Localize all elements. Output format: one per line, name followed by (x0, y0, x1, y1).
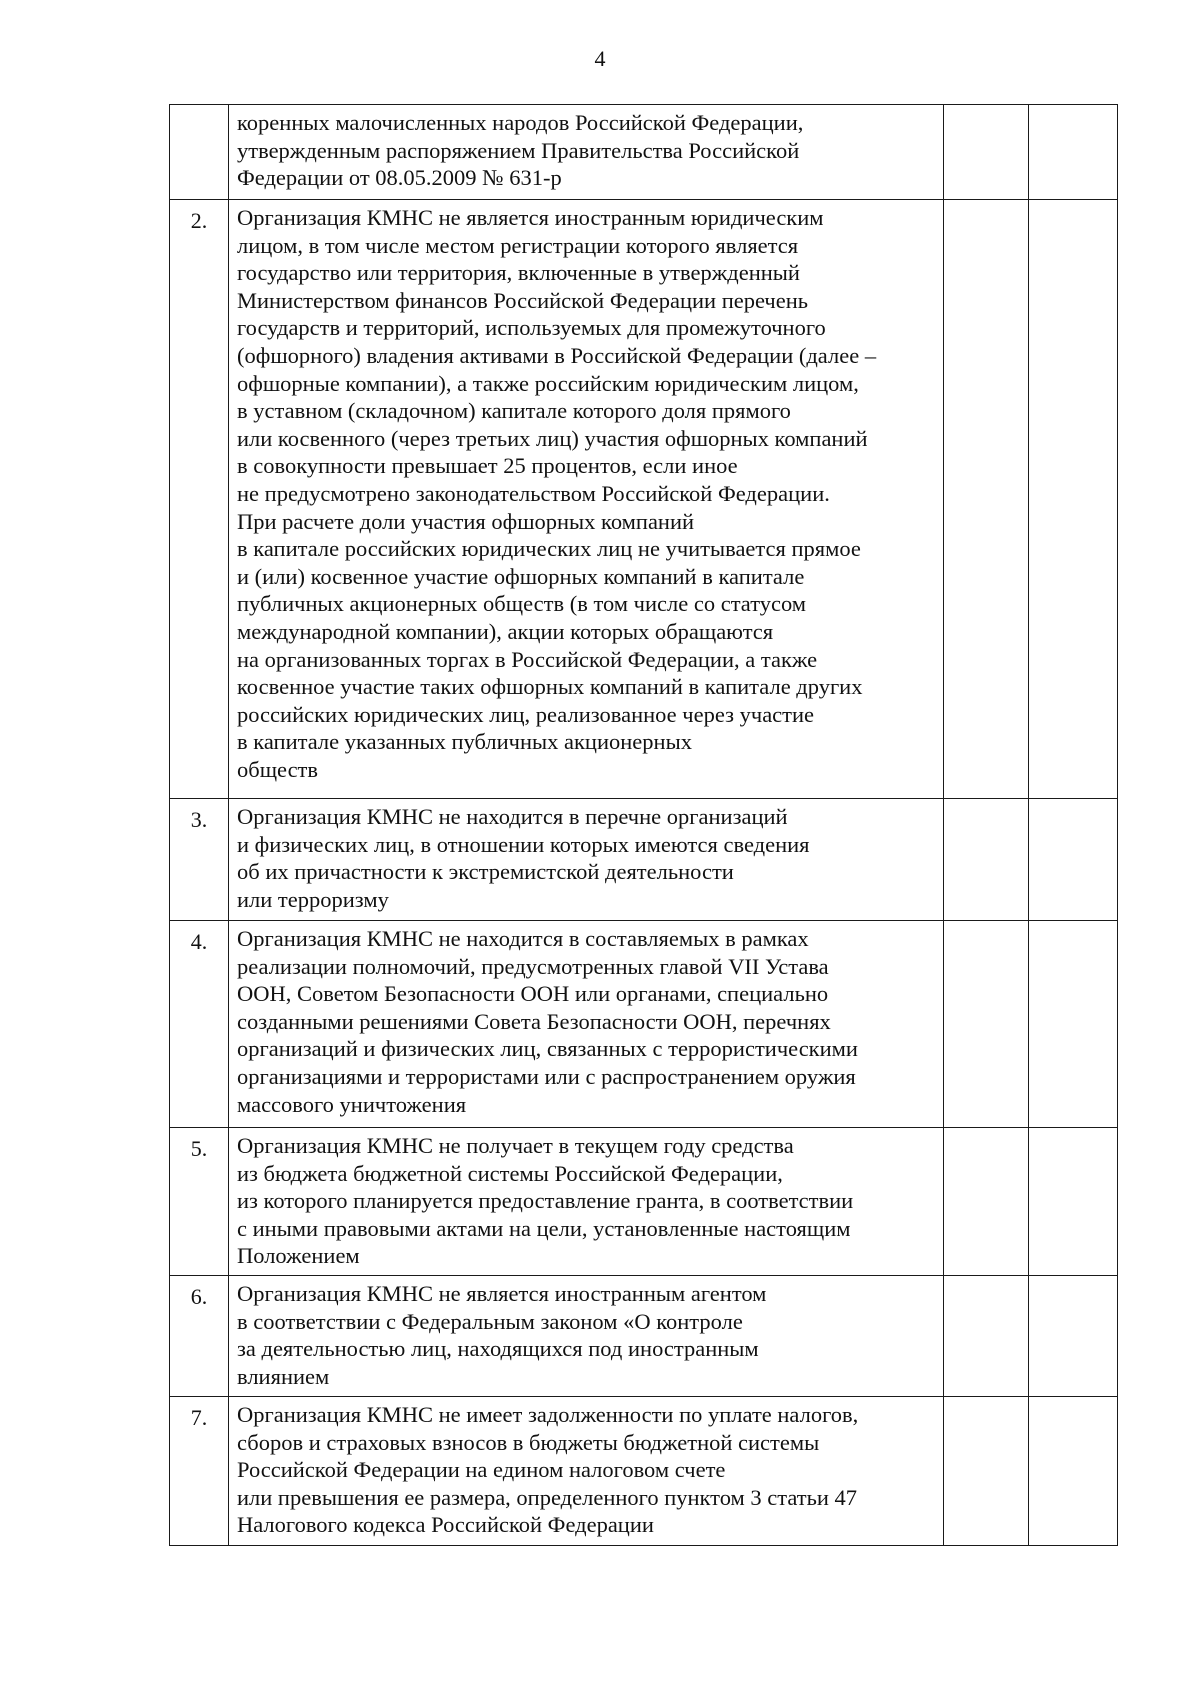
row-text: Организация КМНС не является иностранным юридическим лицом, в том числе местом регистрации которого является государство или территория, включенные в утвержденный Министерством финансов Российской Федерации перечень государств и территорий, используемых для промежуточного (офшорного) владения активами в Российской Федерации (далее – офшорные компании), а также российским юридическим лицом, в уставном (складочном) капитале которого доля прямого или косвенного (через третьих лиц) участия офшорных компаний в совокупности превышает 25 процентов, если иное не предусмотрено законодательством Российской Федерации. При расчете доли участия офшорных компаний в капитале российских юридических лиц не учитывается прямое и (или) косвенное участие офшорных компаний в капитале публичных акционерных обществ (в том числе со статусом международной компании), акции которых обращаются на организованных торгах в Российской Федерации, а также косвенное участие таких офшорных компаний в капитале других российских юридических лиц, реализованное через участие в капитале указанных публичных акционерных обществ (229, 200, 944, 799)
check-cell-yes[interactable] (944, 105, 1029, 200)
row-text: Организация КМНС не находится в составляемых в рамках реализации полномочий, предусмотренных главой VII Устава ООН, Советом Безопасности ООН или органами, специально созданными решениями Совета Безопасности ООН, перечнях организаций и физических лиц, связанных с террористическими организациями и террористами или с распространением оружия массового уничтожения (229, 921, 944, 1128)
check-cell-no[interactable] (1029, 799, 1118, 921)
table-row (170, 105, 1118, 200)
check-cell-yes[interactable] (944, 1128, 1029, 1276)
check-cell-yes[interactable] (944, 1397, 1029, 1546)
row-text: коренных малочисленных народов Российской Федерации, утвержденным распоряжением Правительства Российской Федерации от 08.05.2009 № 631-р (229, 105, 944, 200)
table-row (170, 1276, 1118, 1397)
row-text: Организация КМНС не является иностранным агентом в соответствии с Федеральным законом «О контроле за деятельностью лиц, находящихся под иностранным влиянием (229, 1276, 944, 1397)
row-text: Организация КМНС не имеет задолженности по уплате налогов, сборов и страховых взносов в бюджеты бюджетной системы Российской Федерации на едином налоговом счете или превышения ее размера, определенного пунктом 3 статьи 47 Налогового кодекса Российской Федерации (229, 1397, 944, 1546)
check-cell-yes[interactable] (944, 799, 1029, 921)
criteria-table (169, 104, 1118, 1546)
table-row (170, 1128, 1118, 1276)
row-number: 3. (170, 799, 229, 921)
check-cell-no[interactable] (1029, 1128, 1118, 1276)
check-cell-no[interactable] (1029, 200, 1118, 799)
row-number: 6. (170, 1276, 229, 1397)
row-number: 2. (170, 200, 229, 799)
row-number: 7. (170, 1397, 229, 1546)
table-row (170, 799, 1118, 921)
check-cell-no[interactable] (1029, 1276, 1118, 1397)
row-text: Организация КМНС не получает в текущем году средства из бюджета бюджетной системы Российской Федерации, из которого планируется предоставление гранта, в соответствии с иными правовыми актами на цели, установленные настоящим Положением (229, 1128, 944, 1276)
row-number: 4. (170, 921, 229, 1128)
row-number: 5. (170, 1128, 229, 1276)
table-row (170, 921, 1118, 1128)
check-cell-yes[interactable] (944, 200, 1029, 799)
check-cell-no[interactable] (1029, 1397, 1118, 1546)
table-row (170, 200, 1118, 799)
page-number: 4 (594, 46, 606, 71)
row-number (170, 105, 229, 200)
check-cell-no[interactable] (1029, 105, 1118, 200)
check-cell-yes[interactable] (944, 1276, 1029, 1397)
check-cell-yes[interactable] (944, 921, 1029, 1128)
row-text: Организация КМНС не находится в перечне организаций и физических лиц, в отношении которых имеются сведения об их причастности к экстремистской деятельности или терроризму (229, 799, 944, 921)
check-cell-no[interactable] (1029, 921, 1118, 1128)
table-row (170, 1397, 1118, 1546)
